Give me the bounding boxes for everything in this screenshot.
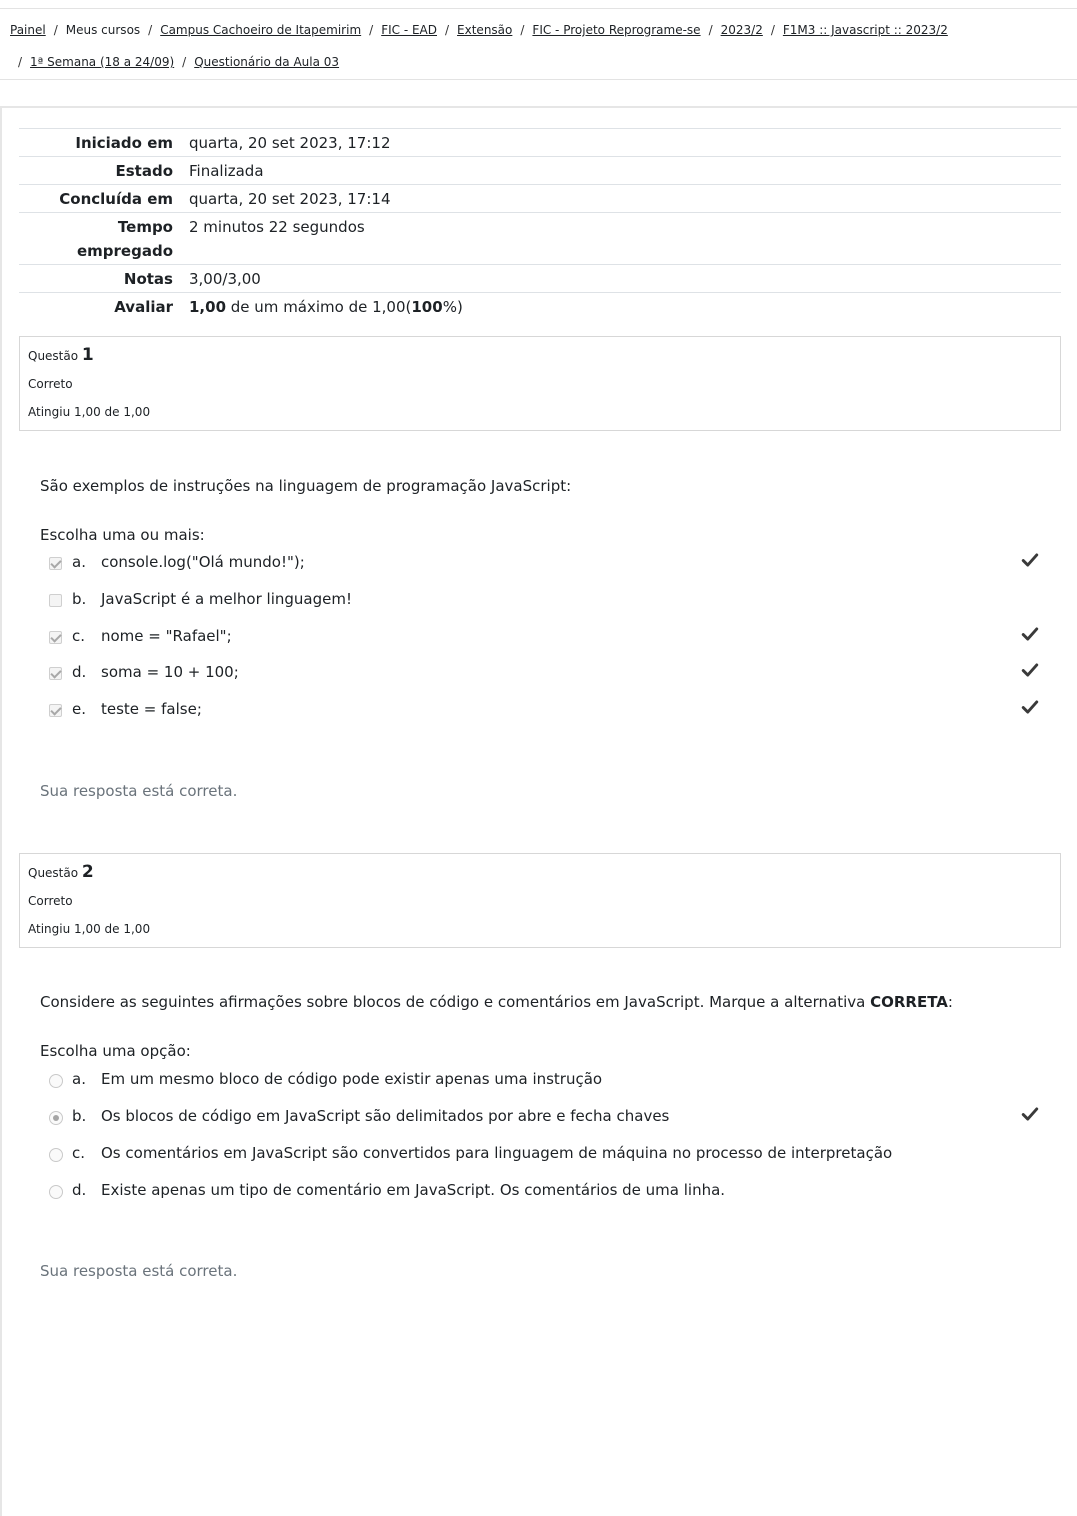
- summary-row-time: [19, 212, 1061, 264]
- summary-value: [189, 293, 1061, 320]
- summary-value: quarta, 20 set 2023, 17:14: [189, 190, 391, 208]
- question-1-option-d[interactable]: [49, 663, 1039, 687]
- breadcrumb-my-courses: Meus cursos: [65, 23, 141, 37]
- grade-strong: 1,00: [189, 298, 227, 316]
- question-2-option-d[interactable]: [49, 1181, 1039, 1205]
- breadcrumb-quiz[interactable]: Questionário da Aula 03: [194, 55, 340, 69]
- breadcrumb-separator: /: [148, 23, 153, 37]
- breadcrumb-semester[interactable]: 2023/2: [720, 23, 763, 37]
- question-state: Correto: [28, 377, 73, 391]
- breadcrumb-line-2: [10, 55, 339, 69]
- option-text: Os comentários em JavaScript são convertidos para linguagem de máquina no processo de interpretação: [101, 1144, 893, 1162]
- question-prefix: Questão: [28, 866, 79, 880]
- grade-end: %): [442, 298, 463, 316]
- radio-button[interactable]: [49, 1148, 63, 1162]
- question-prefix: Questão: [28, 349, 79, 363]
- summary-label: Iniciado em: [75, 134, 173, 152]
- radio-button[interactable]: [49, 1185, 63, 1199]
- breadcrumb-separator: /: [182, 55, 187, 69]
- question-text-strong: CORRETA: [870, 993, 948, 1011]
- question-2-info: [19, 853, 1061, 948]
- breadcrumb: [0, 8, 1077, 80]
- attempt-summary: [19, 128, 1061, 320]
- question-1-prompt: Escolha uma ou mais:: [40, 526, 205, 544]
- summary-value: quarta, 20 set 2023, 17:12: [189, 134, 391, 152]
- question-text-after: :: [947, 993, 953, 1011]
- summary-row-marks: [19, 264, 1061, 292]
- option-text: soma = 10 + 100;: [101, 663, 239, 681]
- option-text: Em um mesmo bloco de código pode existir apenas uma instrução: [101, 1070, 603, 1088]
- question-grade: Atingiu 1,00 de 1,00: [28, 922, 151, 936]
- question-state: Correto: [28, 894, 73, 908]
- question-1-text: São exemplos de instruções na linguagem de programação JavaScript:: [40, 477, 572, 495]
- breadcrumb-week[interactable]: 1ª Semana (18 a 24/09): [30, 55, 175, 69]
- grade-mid: de um máximo de 1,00(: [226, 298, 412, 316]
- checkbox[interactable]: [49, 557, 62, 570]
- option-text: teste = false;: [101, 700, 202, 718]
- summary-label: Notas: [123, 270, 173, 288]
- question-number: 2: [81, 862, 94, 882]
- check-icon: [1021, 1105, 1039, 1123]
- option-letter: c.: [72, 627, 86, 645]
- option-letter: a.: [72, 553, 86, 571]
- option-letter: c.: [72, 1144, 86, 1162]
- question-2-option-c[interactable]: [49, 1144, 1039, 1168]
- summary-value: Finalizada: [189, 162, 264, 180]
- radio-button[interactable]: [49, 1074, 63, 1088]
- breadcrumb-campus[interactable]: Campus Cachoeiro de Itapemirim: [160, 23, 362, 37]
- check-icon: [1021, 661, 1039, 679]
- check-icon: [1021, 698, 1039, 716]
- breadcrumb-course[interactable]: F1M3 :: Javascript :: 2023/2: [782, 23, 948, 37]
- question-2-option-a[interactable]: [49, 1070, 1039, 1094]
- summary-label: Avaliar: [114, 298, 173, 316]
- option-letter: d.: [72, 1181, 87, 1199]
- question-2-option-b[interactable]: [49, 1107, 1039, 1131]
- radio-button[interactable]: [49, 1111, 63, 1125]
- checkbox[interactable]: [49, 704, 62, 717]
- breadcrumb-extensao[interactable]: Extensão: [457, 23, 513, 37]
- option-text: Existe apenas um tipo de comentário em JavaScript. Os comentários de uma linha.: [101, 1181, 726, 1199]
- summary-row-state: [19, 156, 1061, 184]
- breadcrumb-fic-ead[interactable]: FIC - EAD: [381, 23, 437, 37]
- question-2-prompt: Escolha uma opção:: [40, 1042, 191, 1060]
- grade-percent: 100: [411, 298, 443, 316]
- checkbox[interactable]: [49, 631, 62, 644]
- question-2-text: [40, 993, 953, 1011]
- option-text: console.log("Olá mundo!");: [101, 553, 305, 571]
- summary-value: 3,00/3,00: [189, 270, 261, 288]
- question-title: [28, 345, 94, 365]
- option-text: nome = "Rafael";: [101, 627, 232, 645]
- question-1-option-c[interactable]: [49, 627, 1039, 651]
- breadcrumb-separator: /: [53, 23, 58, 37]
- summary-row-started: [19, 128, 1061, 156]
- summary-value: 2 minutos 22 segundos: [189, 218, 365, 236]
- breadcrumb-painel[interactable]: Painel: [10, 23, 46, 37]
- breadcrumb-separator: /: [369, 23, 374, 37]
- checkbox[interactable]: [49, 594, 62, 607]
- breadcrumb-separator: /: [18, 55, 23, 69]
- option-letter: b.: [72, 1107, 87, 1125]
- question-1-feedback: Sua resposta está correta.: [40, 782, 238, 800]
- option-letter: b.: [72, 590, 87, 608]
- checkbox[interactable]: [49, 667, 62, 680]
- summary-label-line-2: empregado: [76, 242, 173, 260]
- content-frame-top: [0, 106, 1077, 108]
- question-title: [28, 862, 94, 882]
- option-text: JavaScript é a melhor linguagem!: [101, 590, 352, 608]
- question-number: 1: [81, 345, 94, 365]
- summary-label: Concluída em: [59, 190, 173, 208]
- question-text-before: Considere as seguintes afirmações sobre blocos de código e comentários em JavaScript. Marque a alternativa: [40, 993, 871, 1011]
- option-letter: e.: [72, 700, 86, 718]
- question-1-option-b[interactable]: [49, 590, 1039, 614]
- breadcrumb-separator: /: [520, 23, 525, 37]
- question-1-info: [19, 336, 1061, 431]
- check-icon: [1021, 551, 1039, 569]
- summary-row-completed: [19, 184, 1061, 212]
- summary-label: [19, 213, 189, 264]
- breadcrumb-projeto[interactable]: FIC - Projeto Reprograme-se: [532, 23, 701, 37]
- question-2-feedback: Sua resposta está correta.: [40, 1262, 238, 1280]
- check-icon: [1021, 625, 1039, 643]
- summary-label-line-1: Tempo: [117, 218, 173, 236]
- content-frame-left: [0, 108, 2, 1516]
- breadcrumb-separator: /: [708, 23, 713, 37]
- summary-label: Estado: [115, 162, 173, 180]
- breadcrumb-line-1: [10, 23, 948, 37]
- option-letter: a.: [72, 1070, 86, 1088]
- summary-row-grade: [19, 292, 1061, 320]
- breadcrumb-separator: /: [445, 23, 450, 37]
- question-1-option-e[interactable]: [49, 700, 1039, 724]
- option-text: Os blocos de código em JavaScript são delimitados por abre e fecha chaves: [101, 1107, 670, 1125]
- question-grade: Atingiu 1,00 de 1,00: [28, 405, 151, 419]
- option-letter: d.: [72, 663, 87, 681]
- breadcrumb-separator: /: [770, 23, 775, 37]
- question-1-option-a[interactable]: [49, 553, 1039, 577]
